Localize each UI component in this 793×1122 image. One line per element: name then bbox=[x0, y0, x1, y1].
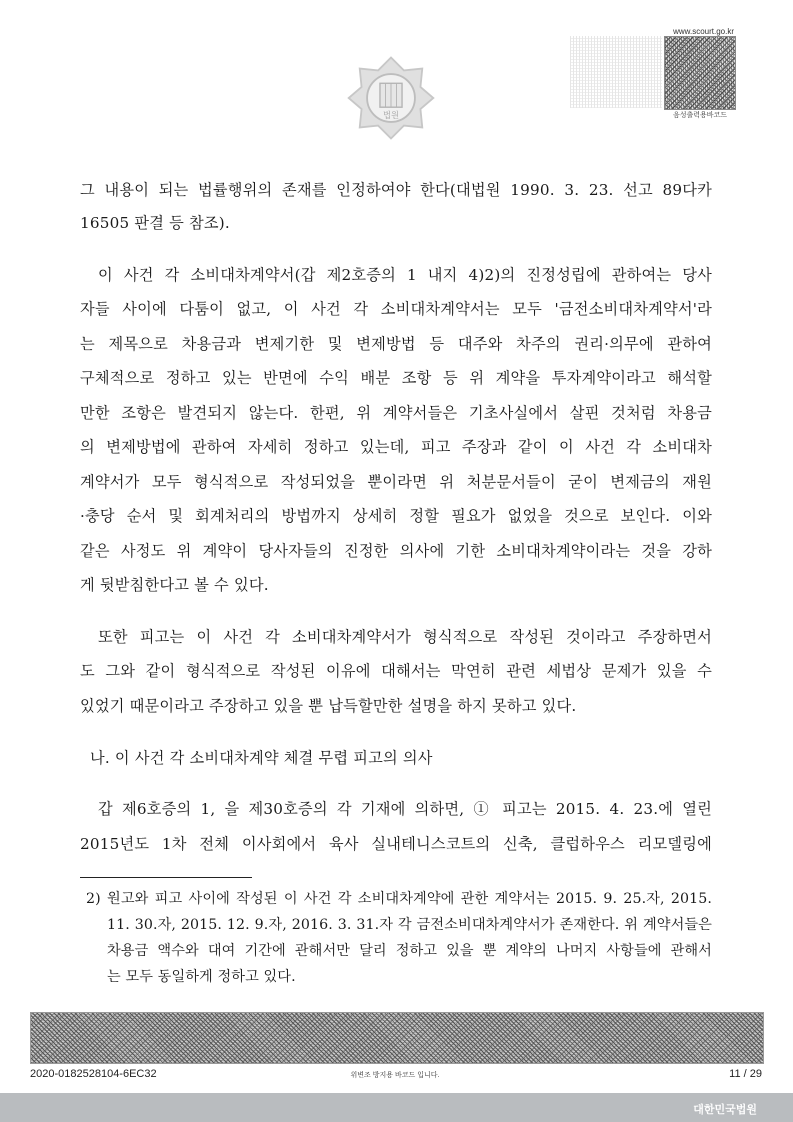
body-line: 도 그와 같이 형식적으로 작성된 이유에 대해서는 막연히 관련 세법상 문제가 있을 수 bbox=[80, 662, 712, 680]
body-line: 있었기 때문이라고 주장하고 있을 뿐 납득할만한 설명을 하지 못하고 있다. bbox=[80, 697, 577, 715]
footnote-line: 는 모두 동일하게 정하고 있다. bbox=[107, 969, 296, 985]
body-line: 16505 판결 등 참조). bbox=[80, 214, 230, 232]
footnote-line: 차용금 액수와 대여 기간에 관해서만 달리 정하고 있을 뿐 계약의 나머지 사항들에 관해서 bbox=[107, 943, 712, 959]
body-line: 의 변제방법에 관하여 자세히 정하고 있는데, 피고 주장과 같이 이 사건 각 소비대차 bbox=[80, 438, 712, 456]
footnote-divider bbox=[80, 877, 252, 878]
court-emblem-icon bbox=[345, 52, 437, 144]
emblem-label: 법원 bbox=[383, 110, 399, 121]
site-url[interactable]: www.scourt.go.kr bbox=[673, 27, 734, 36]
body-line: 만한 조항은 발견되지 않는다. 한편, 위 계약서들은 기초사실에서 살핀 것처럼 차용금 bbox=[80, 404, 712, 422]
body-line: 2015년도 1차 전체 이사회에서 육사 실내테니스코트의 신축, 클럽하우스 리모델링에 bbox=[80, 835, 712, 853]
body-line: 그 내용이 되는 법률행위의 존재를 인정하여야 한다(대법원 1990. 3. 23. 선고 89다카 bbox=[80, 181, 712, 199]
document-number: 2020-0182528104-6EC32 bbox=[30, 1068, 157, 1080]
body-line: 같은 사정도 위 계약이 당사자들의 진정한 의사에 기한 소비대차계약이라는 것을 강하 bbox=[80, 542, 712, 560]
body-line: 이 사건 각 소비대차계약서(갑 제2호증의 1 내지 4)2)의 진정성립에 관하여는 당사 bbox=[98, 266, 712, 284]
section-heading: 나. 이 사건 각 소비대차계약 체결 무렵 피고의 의사 bbox=[90, 749, 433, 767]
page-number: 11 / 29 bbox=[729, 1068, 762, 1080]
body-line: 자들 사이에 다툼이 없고, 이 사건 각 소비대차계약서는 모두 '금전소비대차계약서'라 bbox=[80, 300, 712, 318]
court-name: 대한민국법원 bbox=[693, 1104, 757, 1116]
voice-output-barcode bbox=[664, 36, 736, 110]
barcode-note: 위변조 방지용 바코드 입니다. bbox=[350, 1072, 440, 1079]
footnote-line: 11. 30.자, 2015. 12. 9.자, 2016. 3. 31.자 각 금전소비대차계약서가 존재한다. 위 계약서들은 bbox=[107, 917, 712, 933]
body-line: 계약서가 모두 형식적으로 작성되었을 뿐이라면 위 처분문서들이 굳이 변제금의 재원 bbox=[80, 473, 712, 491]
body-line: ·충당 순서 및 회계처리의 방법까지 상세히 정할 필요가 없었을 것으로 보인다. 이와 bbox=[80, 507, 712, 525]
court-footer-bar bbox=[0, 1093, 793, 1122]
body-line: 또한 피고는 이 사건 각 소비대차계약서가 형식적으로 작성된 것이라고 주장하면서 bbox=[98, 628, 712, 646]
footnote-line: 2) 원고와 피고 사이에 작성된 이 사건 각 소비대차계약에 관한 계약서는 2015. 9. 25.자, 2015. bbox=[86, 891, 712, 907]
anti-forgery-barcode bbox=[30, 1012, 764, 1064]
body-line: 갑 제6호증의 1, 을 제30호증의 각 기재에 의하면, ① 피고는 2015. 4. 23.에 열린 bbox=[98, 800, 712, 818]
body-line: 구체적으로 정하고 있는 반면에 수익 배분 조항 등 위 계약을 투자계약이라고 해석할 bbox=[80, 369, 712, 387]
body-line: 는 제목으로 차용금과 변제기한 및 변제방법 등 대주와 차주의 권리·의무에 관하여 bbox=[80, 335, 712, 353]
qr-shadow bbox=[570, 36, 662, 108]
body-line: 게 뒷받침한다고 볼 수 있다. bbox=[80, 576, 269, 594]
barcode-caption: 음성출력용바코드 bbox=[672, 112, 728, 119]
